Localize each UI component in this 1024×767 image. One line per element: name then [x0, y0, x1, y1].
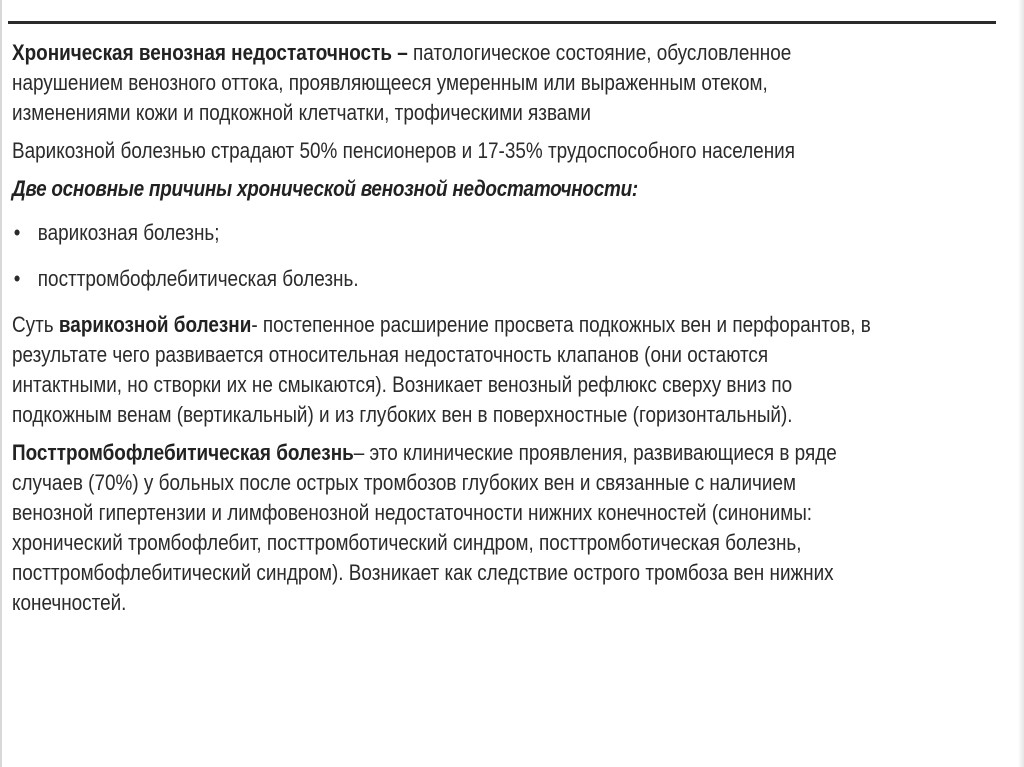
list-item: [12, 264, 1008, 294]
definition-line-3: изменениями кожи и подкожной клетчатки, трофическими язвами: [12, 100, 591, 125]
postthrombotic-line-4: хронический тромбофлебит, посттромботический синдром, посттромботическая болезнь,: [12, 530, 802, 555]
causes-heading: Две основные причины хронической венозной недостаточности:: [12, 176, 638, 201]
definition-term: Хроническая венозная недостаточность –: [12, 40, 408, 65]
postthrombotic-term: Посттромбофлебитическая болезнь: [12, 440, 354, 465]
slide-content: [12, 38, 1008, 628]
statistics-paragraph: Варикозной болезнью страдают 50% пенсионеров и 17-35% трудоспособного населения: [12, 138, 795, 163]
definition-paragraph: [12, 38, 1008, 128]
varicose-line-3: интактными, но створки их не смыкаются). Возникает венозный рефлюкс сверху вниз по: [12, 372, 793, 397]
varicose-line-1: - постепенное расширение просвета подкожных вен и перфорантов, в: [251, 312, 871, 337]
definition-line-1: патологическое состояние, обусловленное: [407, 40, 792, 65]
varicose-term: варикозной болезни: [58, 312, 252, 337]
bullet-icon: •: [13, 266, 21, 291]
postthrombotic-line-1: – это клинические проявления, развивающиеся в ряде: [353, 440, 837, 465]
slide-right-edge: [1018, 0, 1024, 767]
cause-item-varicose: варикозная болезнь;: [37, 220, 220, 245]
varicose-prefix: Суть: [12, 312, 59, 337]
postthrombotic-line-3: венозной гипертензии и лимфовенозной недостаточности нижних конечностей (синонимы:: [12, 500, 813, 525]
slide-left-edge: [0, 0, 2, 767]
postthrombotic-line-6: конечностей.: [12, 590, 127, 615]
postthrombotic-line-2: случаев (70%) у больных после острых тромбозов глубоких вен и связанные с наличием: [12, 470, 796, 495]
varicose-line-4: подкожным венам (вертикальный) и из глубоких вен в поверхностные (горизонтальный).: [12, 402, 793, 427]
postthrombotic-line-5: посттромбофлебитический синдром). Возникает как следствие острого тромбоза вен нижних: [12, 560, 834, 585]
definition-line-2: нарушением венозного оттока, проявляющееся умеренным или выраженным отеком,: [12, 70, 768, 95]
top-divider-line: [8, 21, 996, 24]
postthrombotic-paragraph: [12, 438, 1008, 618]
cause-item-postthrombotic: посттромбофлебитическая болезнь.: [37, 266, 359, 291]
varicose-line-2: результате чего развивается относительная недостаточность клапанов (они остаются: [12, 342, 769, 367]
varicose-paragraph: [12, 310, 1008, 430]
list-item: [12, 218, 1008, 248]
bullet-icon: •: [13, 220, 21, 245]
